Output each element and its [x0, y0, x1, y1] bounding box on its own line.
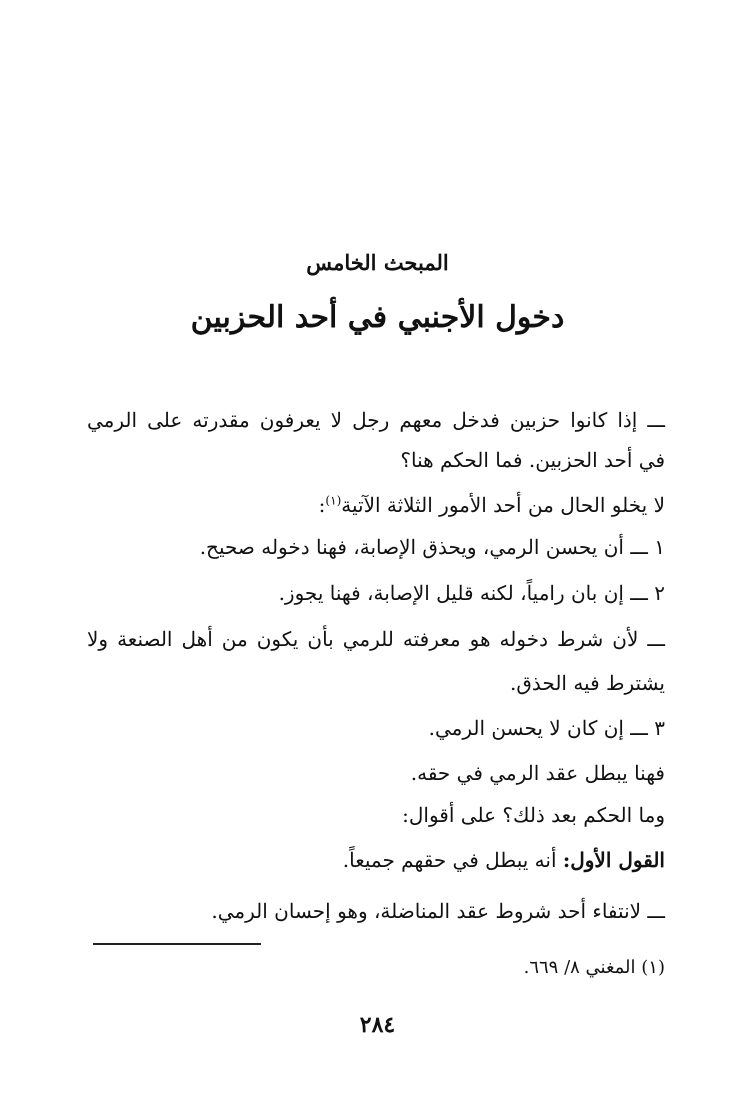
- first-opinion-text: أنه يبطل في حقهم جميعاً.: [342, 848, 557, 872]
- list-item-1: ١ ـــ أن يحسن الرمي، ويحذق الإصابة، فهنا دخوله صحيح.: [199, 535, 665, 559]
- list-item-3: ٣ ـــ إن كان لا يحسن الرمي.: [428, 716, 665, 740]
- section-subheading: المبحث الخامس: [306, 250, 449, 275]
- paragraph-5: وما الحكم بعد ذلك؟ على أقوال:: [402, 803, 665, 827]
- footnote-reference: (١): [325, 493, 342, 508]
- paragraph-1-line-1: ـــ إذا كانوا حزبين فدخل معهم رجل لا يعرفون مقدرته على الرمي: [87, 408, 665, 432]
- paragraph-2-text: لا يخلو الحال من أحد الأمور الثلاثة الآتية: [341, 493, 665, 517]
- footnote-divider: [93, 943, 261, 945]
- first-opinion: [343, 845, 665, 875]
- section-title: دخول الأجنبي في أحد الحزبين: [190, 300, 565, 335]
- paragraph-1-line-2: في أحد الحزبين. فما الحكم هنا؟: [400, 448, 665, 472]
- paragraph-3-line-2: يشترط فيه الحذق.: [510, 671, 665, 695]
- paragraph-4: فهنا يبطل عقد الرمي في حقه.: [410, 761, 665, 785]
- list-item-2: ٢ ـــ إن بان رامياً، لكنه قليل الإصابة، فهنا يجوز.: [278, 581, 665, 605]
- paragraph-3-line-1: ـــ لأن شرط دخوله هو معرفته للرمي بأن يكون من أهل الصنعة ولا: [87, 627, 665, 651]
- page-number: ٢٨٤: [359, 1012, 396, 1038]
- first-opinion-label: القول الأول:: [562, 848, 665, 872]
- paragraph-2: [319, 490, 665, 520]
- paragraph-2-colon: :: [318, 493, 326, 517]
- footnote: (١) المغني ٨/ ٦٦٩.: [523, 957, 665, 978]
- paragraph-6: ـــ لانتفاء أحد شروط عقد المناضلة، وهو إحسان الرمي.: [211, 899, 665, 923]
